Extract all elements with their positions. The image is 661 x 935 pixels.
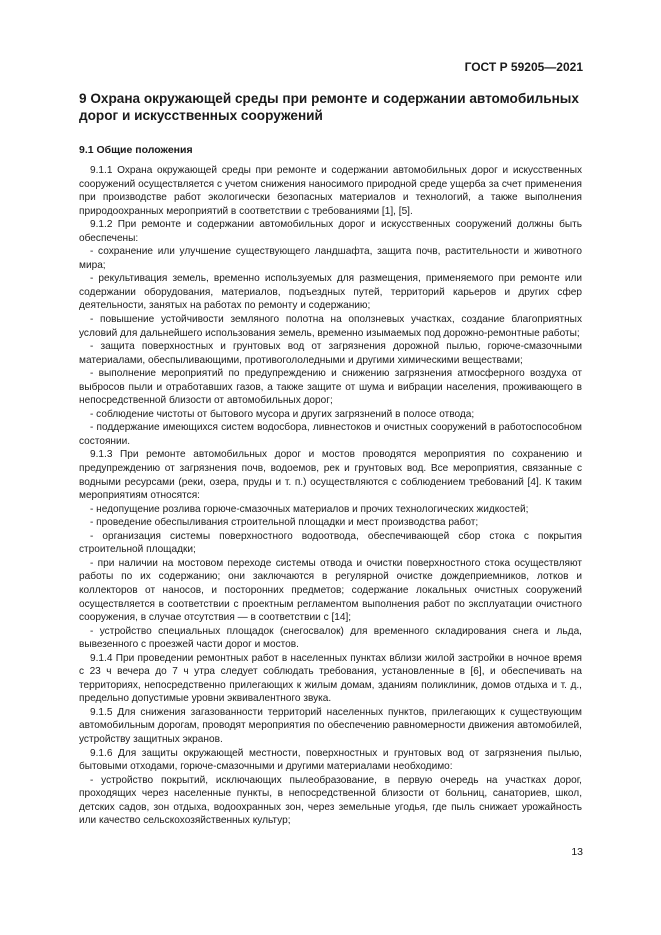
paragraph-list <box>79 164 582 828</box>
paragraph: 9.1.5 Для снижения загазованности территорий населенных пунктов, прилегающих к существующим автомобильным дорогам, проводят мероприятия по обеспечению равномерности движения автомобилей, устройству защитных экранов. <box>79 706 582 745</box>
paragraph: - устройство покрытий, исключающих пылеобразование, в первую очередь на участках дорог, проходящих через населенные пункты, в непосредственной близости от больниц, санаториев, школ, детских садов, зон отдыха, водоохранных зон, через земельные угодья, где пыль снижает урожайность или качество сельскохозяйственных культур; <box>79 774 582 827</box>
standard-code: ГОСТ Р 59205—2021 <box>464 60 583 74</box>
document-body <box>79 90 582 828</box>
paragraph: - организация системы поверхностного водоотвода, обеспечивающей сбор стока с покрытия строительной площадки; <box>79 530 582 556</box>
paragraph: - при наличии на мостовом переходе системы отвода и очистки поверхностного стока осуществляют работы по их содержанию; они заключаются в регулярной очистке дождеприемников, лотков и коллекторов от наносов, и посторонних предметов; содержание локальных очистных сооружений осуществляется в соответствии с проектным регламентом выполнения работ по эксплуатации очистного сооружения, в случае отсутствия — в соответствии с [14]; <box>79 557 582 624</box>
paragraph: - сохранение или улучшение существующего ландшафта, защита почв, растительности и животного мира; <box>79 246 582 271</box>
paragraph: 9.1.3 При ремонте автомобильных дорог и мостов проводятся мероприятия по сохранению и предупреждению от загрязнения почв, водоемов, рек и грунтовых вод. Все мероприятия, связанные с водными ресурсами (реки, озера, пруды и т. п.) осуществляются с соблюдением требований [4]. К таким мероприятиям относятся: <box>79 449 582 502</box>
paragraph: 9.1.1 Охрана окружающей среды при ремонте и содержании автомобильных дорог и искусственных сооружений осуществляется с учетом снижения наносимого природной среде ущерба за счет применения при производстве работ экологически безопасных материалов и технологий, а также выполнения природоохранных мероприятий в соответствии с требованиями [1], [5]. <box>79 165 582 217</box>
paragraph: - недопущение розлива горюче-смазочных материалов и прочих технологических жидкостей; <box>90 503 529 515</box>
paragraph: - проведение обеспыливания строительной площадки и мест производства работ; <box>90 517 479 529</box>
subsection-title: 9.1 Общие положения <box>79 144 193 156</box>
paragraph: - рекультивация земель, временно используемых для размещения, применяемого при ремонте или содержании оборудования, материалов, подъездных путей, территорий карьеров и других сфер деятельности, занятых на работах по ремонту и содержанию; <box>79 273 582 312</box>
paragraph: 9.1.2 При ремонте и содержании автомобильных дорог и искусственных сооружений должны быть обеспечены: <box>79 219 582 244</box>
paragraph: - устройство специальных площадок (снегосвалок) для временного складирования снега и льда, вывезенного с проезжей части дорог и мостов. <box>79 625 582 651</box>
paragraph: - поддержание имеющихся систем водосбора, ливнестоков и очистных сооружений в работоспособном состоянии. <box>79 422 582 447</box>
paragraph: 9.1.4 При проведении ремонтных работ в населенных пунктах вблизи жилой застройки в ночное время с 23 ч вечера до 7 ч утра следует соблюдать требования, установленные в [6], и обеспечивать на территориях, непосредственно прилегающих к жилым домам, зданиям поликлиник, домов отдыха и т. д., предельно допустимые уровни эквивалентного звука. <box>79 652 582 705</box>
section-title: 9 Охрана окружающей среды при ремонте и содержании автомобильных дорог и искусственных сооружений <box>79 91 579 123</box>
paragraph: - защита поверхностных и грунтовых вод от загрязнения дорожной пылью, горюче-смазочными материалами, обеспыливающими, противогололедными и другими химическими веществами; <box>79 341 582 366</box>
paragraph: 9.1.6 Для защиты окружающей местности, поверхностных и грунтовых вод от загрязнения пылью, бытовыми отходами, горюче-смазочными и другими материалами необходимо: <box>79 747 582 773</box>
paragraph: - выполнение мероприятий по предупреждению и снижению загрязнения атмосферного воздуха от выбросов пыли и отработавших газов, а также защите от шума и вибрации населения, проживающего в непосредственной близости от автомобильных дорог; <box>79 368 582 407</box>
page-number: 13 <box>571 846 583 858</box>
paragraph: - соблюдение чистоты от бытового мусора и других загрязнений в полосе отвода; <box>90 408 475 420</box>
paragraph: - повышение устойчивости земляного полотна на оползневых участках, создание благоприятных условий для дальнейшего использования земель, временно изымаемых под дорожно-ремонтные работы; <box>79 314 582 339</box>
